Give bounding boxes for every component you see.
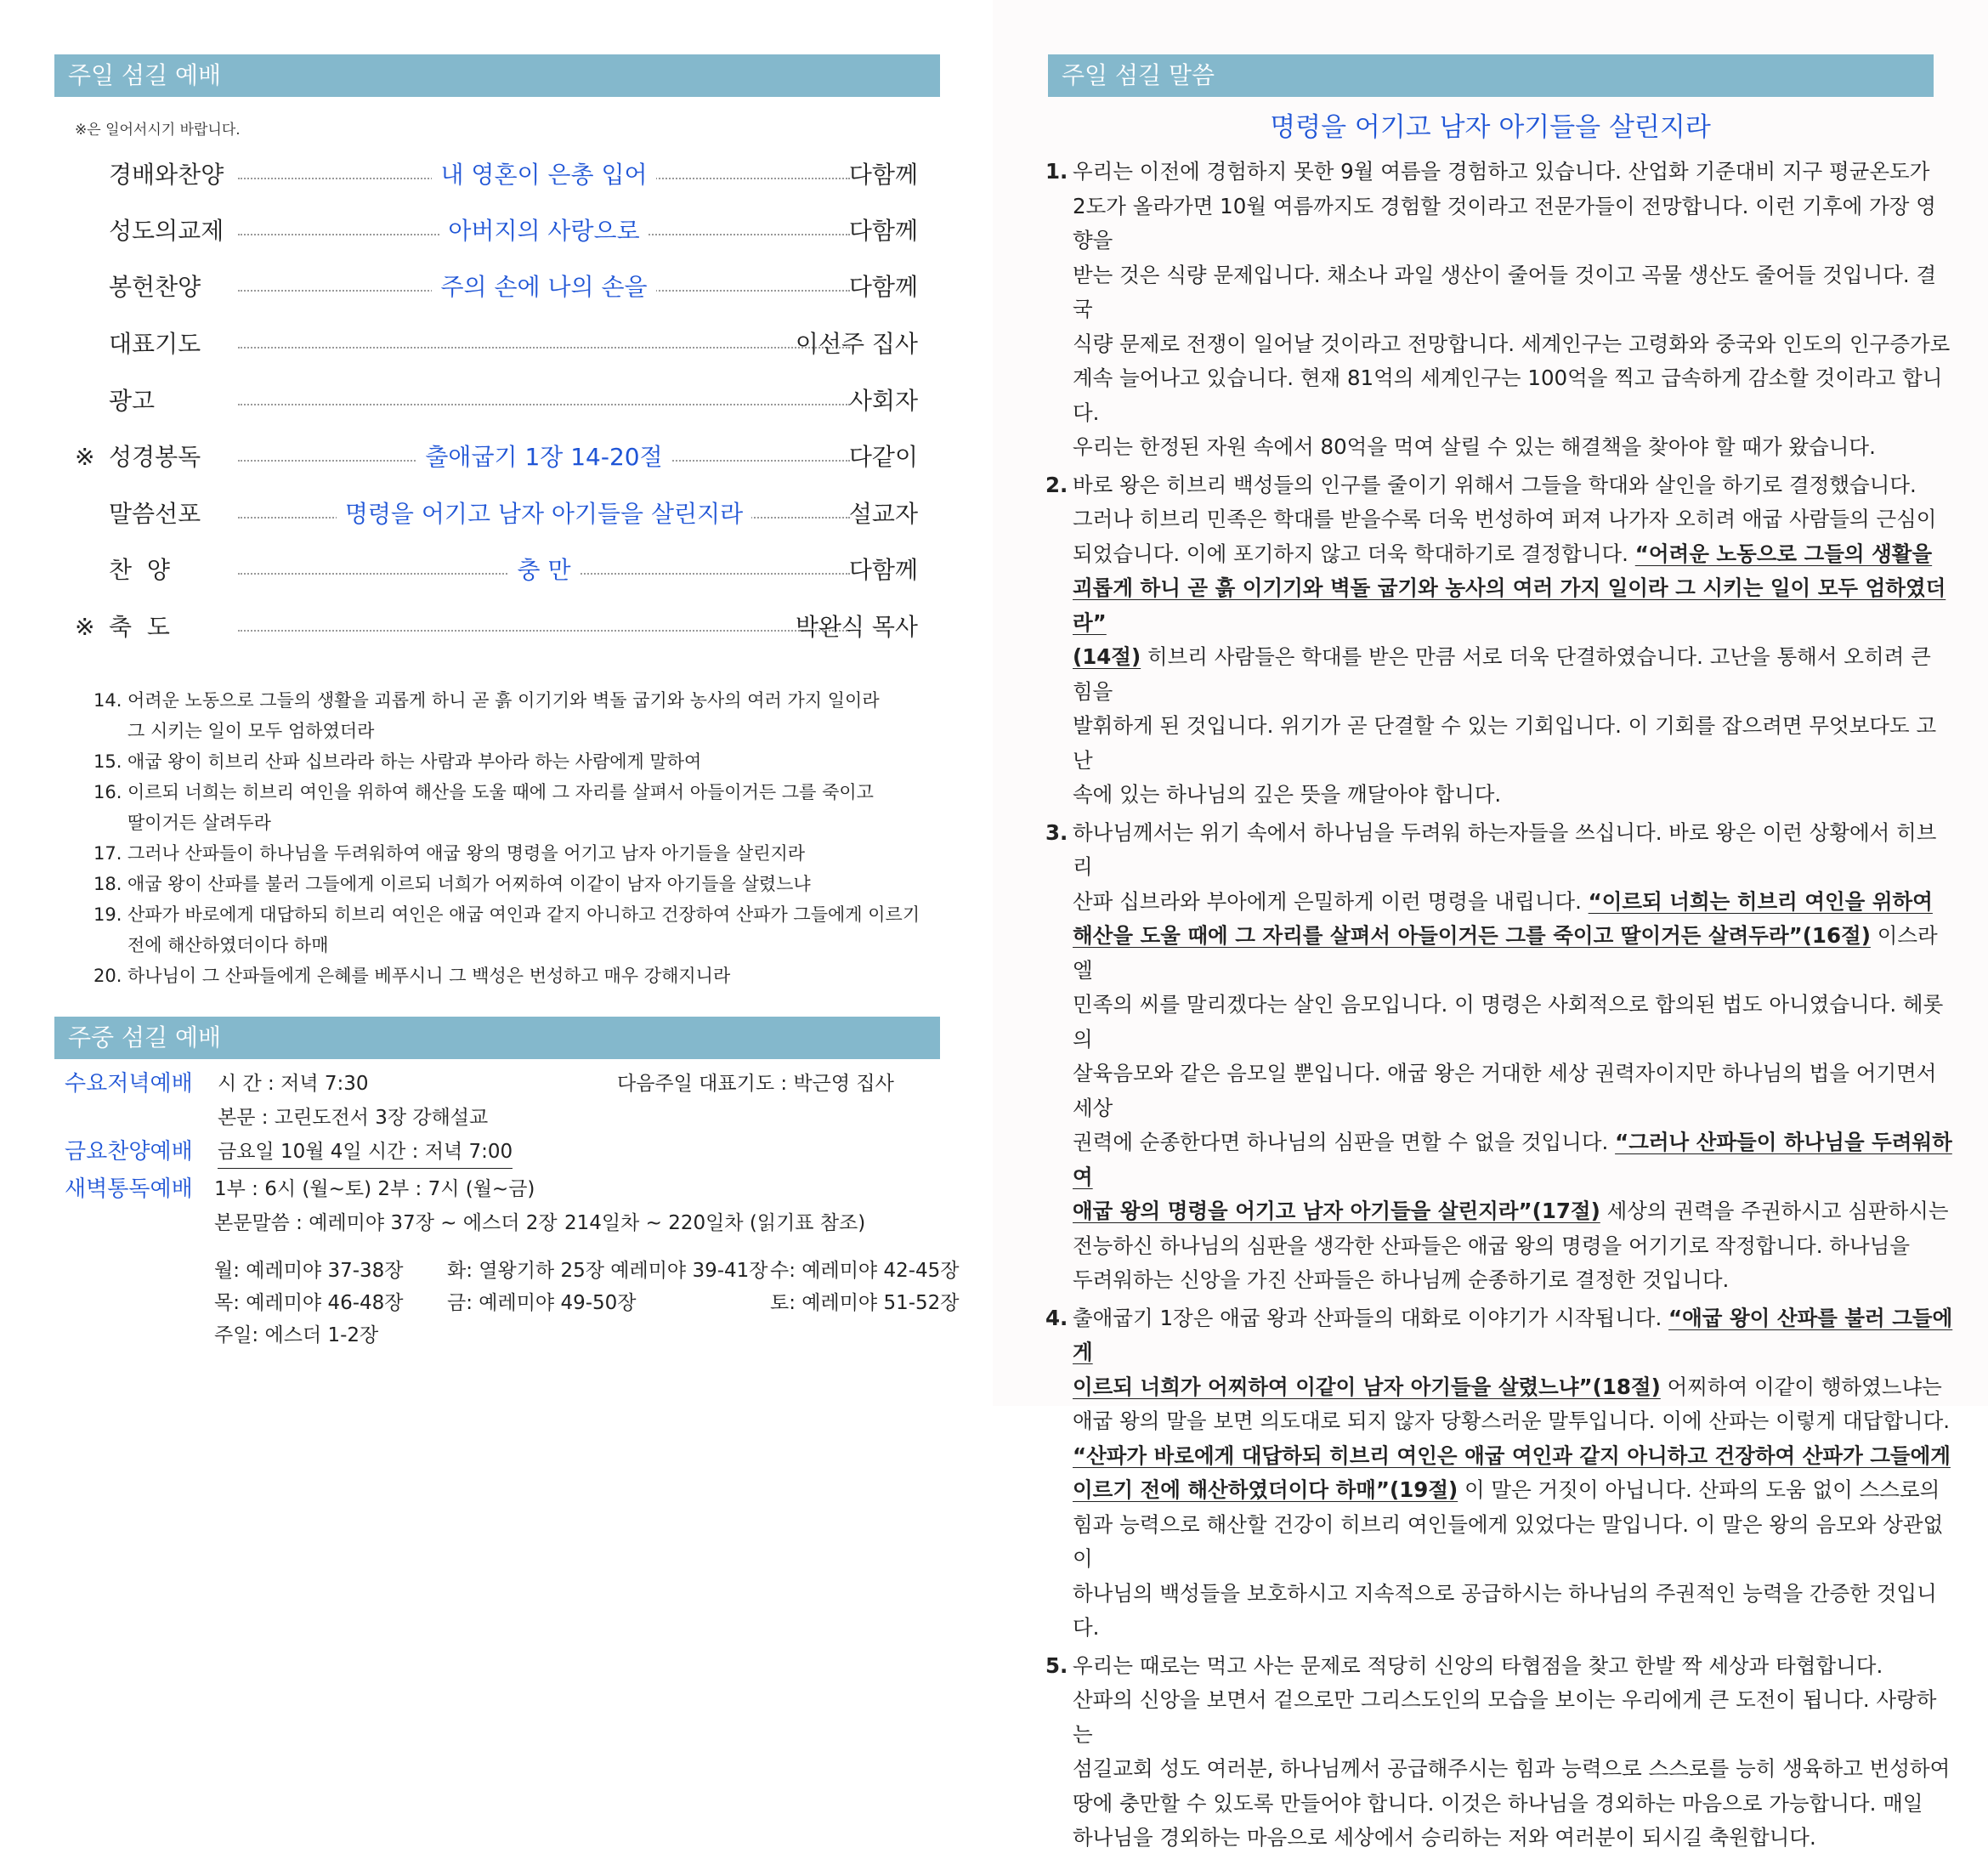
- verse-number: 20.: [93, 966, 122, 986]
- reading-wed: 수: 예레미야 42-45장: [770, 1260, 960, 1282]
- sermon-title: 명령을 어기고 남자 아기들을 살린지라: [1270, 112, 1711, 143]
- order-row: [68, 610, 918, 644]
- order-title: [238, 270, 850, 304]
- midweek-services: [65, 1068, 966, 1357]
- verse-text: 산파가 바로에게 대답하되 히브리 여인은 애굽 여인과 같지 아니하고 건장하여 산파가 그들에게 이르기 전에 해산하였더이다 하매: [127, 904, 920, 955]
- order-label: 경배와찬양: [109, 161, 224, 189]
- sermon-point: [1045, 1649, 1955, 1856]
- order-row: [68, 553, 918, 587]
- order-row: [68, 214, 918, 248]
- order-title: [238, 553, 850, 587]
- order-row: [68, 158, 918, 192]
- order-label: 찬 양: [109, 556, 170, 584]
- point-text: [1073, 1649, 1955, 1856]
- order-title: [238, 440, 850, 474]
- scripture-verses: [93, 685, 943, 991]
- verse-text: 하나님이 그 산파들에게 은혜를 베푸시니 그 백성은 번성하고 매우 강해지니라: [127, 966, 731, 986]
- point-number: 1.: [1045, 159, 1068, 184]
- point-number: 4.: [1045, 1305, 1068, 1330]
- sunday-worship-header: [54, 54, 940, 97]
- reading-mon: 월: 예레미야 37-38장: [214, 1260, 404, 1282]
- wednesday-service-name: 수요저녁예배: [65, 1071, 193, 1097]
- verse-text: 어려운 노동으로 그들의 생활을 괴롭게 하니 곧 흙 이기기와 벽돌 굽기와 농사의 여러 가지 일이라 그 시키는 일이 모두 엄하였더라: [127, 690, 880, 741]
- stand-mark: ※: [75, 613, 95, 641]
- next-prayer: 다음주일 대표기도 : 박근영 집사: [617, 1073, 894, 1095]
- verse-number: 17.: [93, 843, 122, 864]
- order-title-text: 출애굽기 1장 14-20절: [416, 443, 671, 471]
- dawn-time: 1부 : 6시 (월~토) 2부 : 7시 (월~금): [214, 1178, 535, 1200]
- order-label: 축 도: [109, 613, 170, 641]
- order-title: [238, 158, 850, 192]
- order-row: [68, 384, 918, 418]
- reading-sat: 토: 예레미야 51-52장: [770, 1292, 960, 1314]
- verse-text: 그러나 산파들이 하나님을 두려워하여 애굽 왕의 명령을 어기고 남자 아기들을 살린지라: [127, 843, 806, 864]
- sunday-sermon-header-text: 주일 섬길 말씀: [1062, 61, 1215, 89]
- dawn-service-name: 새벽통독예배: [65, 1176, 193, 1202]
- point-segment: 하나님께서는 위기 속에서 하나님을 두려워 하는자들을 쓰십니다. 바로 왕은 이런 상황에서 히브리 산파 십브라와 부아에게 은밀하게 이런 명령을 내립니다.: [1073, 819, 1937, 914]
- order-leader: 다함께: [848, 161, 918, 189]
- point-text: [1073, 468, 1955, 813]
- order-label: 성도의교제: [109, 217, 224, 245]
- scripture-quote: “이르되 너희는 히브리 여인을 위하여 해산을 도울 때에 그 자리를 살펴서 아들이거든 그를 죽이고 딸이거든 살려두라”(16절): [1073, 888, 1933, 948]
- point-segment: 우리는 이전에 경험하지 못한 9월 여름을 경험하고 있습니다. 산업화 기준대비 지구 평균온도가 2도가 올라가면 10월 여름까지도 경험할 것이라고 전문가들이 전망합니다. 이런 기후에 가장 영향을 받는 것은 식량 문제입니다. 채소나 과일 생산이 줄어들 것이고 곡물 생산도 줄어들 것입니다. 결국 식량 문제로 전쟁이 일어날 것이라고 전망합니다. 세계인구는 고령화와 중국와 인도의 인구증가로 계속 늘어나고 있습니다. 현재 81억의 세계인구는 100억을 찍고 급속하게 감소할 것이라고 합니다. 우리는 한정된 자원 속에서 80억을 먹여 살릴 수 있는 해결책을 찾아야 할 때가 왔습니다.: [1073, 159, 1951, 459]
- point-segment: 세상의 권력을 주권하시고 심판하시는 전능하신 하나님의 심판을 생각한 산파들은 애굽 왕의 명령을 어기기로 작정합니다. 하나님을 두려워하는 신앙을 가진 산파들은 하나님께 순종하기로 결정한 것입니다.: [1073, 1199, 1949, 1292]
- wednesday-text: 본문 : 고린도전서 3장 강해설교: [218, 1107, 489, 1129]
- order-leader: 설교자: [848, 500, 918, 528]
- dawn-range: 본문말씀 : 예레미야 37장 ~ 에스더 2장: [214, 1212, 558, 1234]
- friday-service-name: 금요찬양예배: [65, 1139, 193, 1165]
- order-row: [68, 497, 918, 531]
- order-label: 성경봉독: [109, 443, 201, 471]
- verse-number: 14.: [93, 690, 122, 711]
- scripture-quote: “산파가 바로에게 대답하되 히브리 여인은 애굽 여인과 같지 아니하고 건장하여 산파가 그들에게 이르기 전에 해산하였더이다 하매”(19절): [1073, 1442, 1951, 1502]
- order-row: [68, 440, 918, 474]
- point-text: [1073, 155, 1955, 465]
- verse-item: [93, 777, 943, 838]
- scripture-quote: “애굽 왕이 산파를 불러 그들에게 이르되 너희가 어찌하여 이같이 남자 아기들을 살렸느냐”(18절): [1073, 1305, 1953, 1399]
- verse-item: [93, 961, 943, 991]
- point-segment: 이 말은 거짓이 아닙니다. 산파의 도움 없이 스스로의 힘과 능력으로 해산할 건강이 히브리 여인들에게 있었다는 말입니다. 이 말은 왕의 음모와 상관없이 하나님의 백성들을 보호하시고 지속적으로 공급하시는 하나님의 주권적인 능력을 간증한 것입니다.: [1073, 1477, 1944, 1640]
- sermon-point: [1045, 816, 1955, 1298]
- point-number: 3.: [1045, 819, 1068, 845]
- point-segment: 출애굽기 1장은 애굽 왕과 산파들의 대화로 이야기가 시작됩니다.: [1073, 1305, 1669, 1330]
- verse-item: [93, 899, 943, 961]
- point-segment: 우리는 때로는 먹고 사는 문제로 적당히 신앙의 타협점을 찾고 한발 짝 세상과 타협합니다. 산파의 신앙을 보면서 겉으로만 그리스도인의 모습을 보이는 우리에게 큰 도전이 됩니다. 사랑하는 섬길교회 성도 여러분, 하나님께서 공급해주시는 힘과 능력으로 스스로를 능히 생육하고 번성하여 땅에 충만할 수 있도록 만들어야 합니다. 이것은 하나님을 경외하는 마음으로 가능합니다. 매일 하나님을 경외하는 마음으로 세상에서 승리하는 저와 여러분이 되시길 축원합니다.: [1073, 1652, 1951, 1850]
- order-leader: 다함께: [848, 556, 918, 584]
- sermon-point: [1045, 155, 1955, 465]
- stand-mark: ※: [75, 443, 95, 471]
- sunday-sermon-header: [1048, 54, 1934, 97]
- order-row: [68, 270, 918, 304]
- verse-text: 이르되 너희는 히브리 여인을 위하여 해산을 도울 때에 그 자리를 살펴서 아들이거든 그를 죽이고 딸이거든 살려두라: [127, 782, 874, 833]
- verse-number: 19.: [93, 904, 122, 925]
- reading-sun: 주일: 에스더 1-2장: [214, 1324, 379, 1346]
- verse-item: [93, 746, 943, 777]
- order-title-text: 충 만: [509, 556, 580, 584]
- point-number: 2.: [1045, 472, 1068, 497]
- standing-note: ※은 일어서시기 바랍니다.: [75, 122, 241, 139]
- order-title-text: 명령을 어기고 남자 아기들을 살린지라: [337, 500, 751, 528]
- verse-number: 16.: [93, 782, 122, 802]
- order-label: 광고: [109, 387, 156, 415]
- midweek-worship-header: [54, 1017, 940, 1059]
- point-text: [1073, 1301, 1955, 1646]
- dotted-leader: [238, 404, 850, 405]
- order-title-text: 내 영혼이 은총 입어: [432, 161, 655, 189]
- order-title-text: 주의 손에 나의 손을: [432, 273, 655, 301]
- point-number: 5.: [1045, 1652, 1068, 1678]
- order-row: [68, 327, 918, 361]
- sermon-point: [1045, 468, 1955, 813]
- reading-tue: 화: 열왕기하 25장 예레미야 39-41장: [447, 1260, 768, 1282]
- friday-time: 금요일 10월 4일 시간 : 저녁 7:00: [218, 1136, 513, 1169]
- point-segment: 히브리 사람들은 학대를 받은 만큼 서로 더욱 단결하였습니다. 고난을 통해서 오히려 큰 힘을 발휘하게 된 것입니다. 위기가 곧 단결할 수 있는 기회입니다. 이 기회를 잡으려면 무엇보다도 고난 속에 있는 하나님의 깊은 뜻을 깨달아야 합니다.: [1073, 644, 1937, 807]
- order-label: 대표기도: [109, 330, 201, 358]
- point-segment: 바로 왕은 히브리 백성들의 인구를 줄이기 위해서 그들을 학대와 살인을 하기로 결정했습니다. 그러나 히브리 민족은 학대를 받을수록 더욱 번성하여 퍼져 나가자 오히려 애굽 사람들의 근심이 되었습니다. 이에 포기하지 않고 더욱 학대하기로 결정합니다.: [1073, 472, 1937, 566]
- order-leader: 다함께: [848, 273, 918, 301]
- verse-item: [93, 838, 943, 869]
- verse-text: 애굽 왕이 히브리 산파 십브라라 하는 사람과 부아라 하는 사람에게 말하여: [127, 751, 702, 772]
- order-leader: 다같이: [848, 443, 918, 471]
- order-leader: 사회자: [848, 387, 918, 415]
- dawn-days: 214일차 ~ 220일차 (읽기표 참조): [564, 1212, 866, 1234]
- point-text: [1073, 816, 1955, 1298]
- order-leader: 다함께: [848, 217, 918, 245]
- midweek-worship-header-text: 주중 섬길 예배: [68, 1023, 222, 1051]
- reading-thu: 목: 예레미야 46-48장: [214, 1292, 404, 1314]
- scripture-quote: “어려운 노동으로 그들의 생활을 괴롭게 하니 곧 흙 이기기와 벽돌 굽기와 농사의 여러 가지 일이라 그 시키는 일이 모두 엄하였더라” (14절): [1073, 541, 1946, 669]
- sunday-worship-header-text: 주일 섬길 예배: [68, 61, 222, 89]
- order-leader: 이선주 집사: [795, 330, 918, 358]
- order-label: 봉헌찬양: [109, 273, 201, 301]
- verse-number: 15.: [93, 751, 122, 772]
- reading-fri: 금: 예레미야 49-50장: [447, 1292, 637, 1314]
- dotted-leader: [238, 630, 850, 632]
- order-leader: 박완식 목사: [795, 613, 918, 641]
- order-title-text: 아버지의 사랑으로: [439, 217, 648, 245]
- point-segment: 어찌하여 이같이 행하였느냐는 애굽 왕의 말을 보면 의도대로 되지 않자 당황스러운 말투입니다. 이에 산파는 이렇게 대답합니다.: [1073, 1374, 1951, 1433]
- order-title: [238, 497, 850, 531]
- point-segment: 이스라엘 민족의 씨를 말리겠다는 살인 음모입니다. 이 명령은 사회적으로 합의된 법도 아니였습니다. 헤롯의 살육음모와 같은 음모일 뿐입니다. 애굽 왕은 거대한 세상 권력자이지만 하나님의 법을 어기면서 세상 권력에 순종한다면 하나님의 심판을 면할 수 없을 것입니다.: [1073, 923, 1944, 1154]
- dotted-leader: [238, 347, 850, 349]
- sermon-points: [1045, 155, 1955, 1859]
- verse-number: 18.: [93, 874, 122, 894]
- verse-item: [93, 869, 943, 899]
- verse-item: [93, 685, 943, 746]
- order-title: [238, 214, 850, 248]
- scripture-quote: “그러나 산파들이 하나님을 두려워하여 애굽 왕의 명령을 어기고 남자 아기들을 살린지라”(17절): [1073, 1130, 1952, 1223]
- sermon-point: [1045, 1301, 1955, 1646]
- wednesday-time: 시 간 : 저녁 7:30: [218, 1073, 369, 1095]
- order-label: 말씀선포: [109, 500, 201, 528]
- verse-text: 애굽 왕이 산파를 불러 그들에게 이르되 너희가 어찌하여 이같이 남자 아기들을 살렸느냐: [127, 874, 811, 894]
